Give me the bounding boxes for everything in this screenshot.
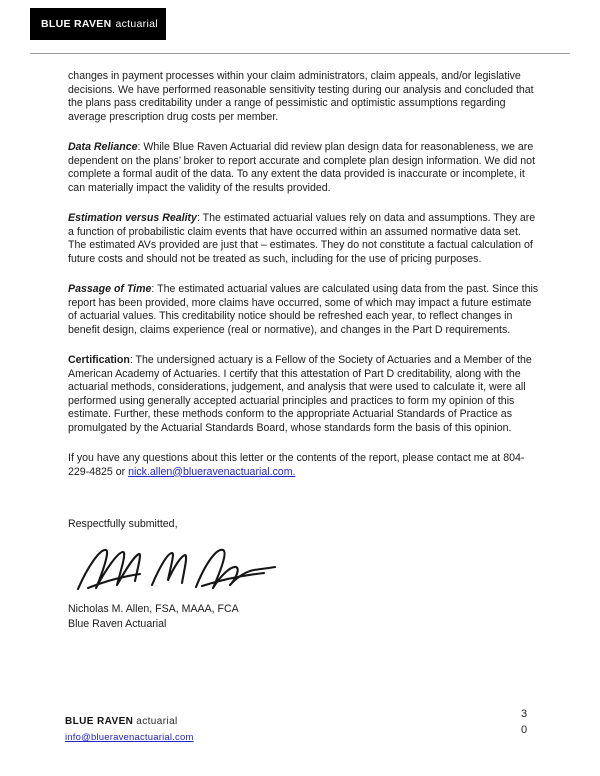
paragraph-passage-of-time [68, 283, 541, 337]
header-divider [30, 53, 570, 54]
closing-salutation: Respectfully submitted, [68, 518, 178, 530]
signatory-block [68, 602, 541, 632]
signatory-company: Blue Raven Actuarial [68, 618, 167, 630]
page-footer [65, 716, 194, 745]
footer-brand-bold: BLUE RAVEN [65, 716, 134, 727]
header-brand-bold: BLUE RAVEN [41, 18, 112, 30]
body-email-link[interactable]: nick.allen@blueravenactuarial.com. [128, 465, 296, 478]
paragraph-text: : The estimated actuarial values are calculated using data from the past. Since this report has been provided, more claims have occurred, some of which may impact a future estimate of actuarial values. This creditability notice should be refreshed each year, to reflect changes in benefit design, claims experience (real or normative), and changes in the Part D requirements. [68, 283, 539, 336]
paragraph-text: : The estimated actuarial values rely on data and assumptions. They are a function of probabilistic claim events that have occurred within an assumed normative data set. The estimated AVs provided are just that – estimates. They do not constitute a factual calculation of future costs and should not be treated as such, including for the use of pricing purposes. [68, 212, 536, 265]
run-in-heading-estimation: Estimation versus Reality [68, 212, 197, 224]
paragraph-continuation [68, 70, 541, 124]
run-in-heading-passage-of-time: Passage of Time [68, 283, 152, 295]
contact-text: If you have any questions about this letter or the contents of the report, please contact me at 804-229-4825 or [68, 452, 525, 478]
header-brand-banner [30, 8, 166, 40]
header-brand-light: actuarial [115, 18, 158, 30]
paragraph-estimation-vs-reality [68, 212, 541, 266]
footer-email-link[interactable]: info@blueravenactuarial.com [65, 732, 194, 743]
paragraph-certification [68, 354, 541, 435]
footer-brand [65, 716, 194, 727]
paragraph-text: : The undersigned actuary is a Fellow of the Society of Actuaries and a Member of the American Academy of Actuaries. I certify that this attestation of Part D creditability, along with the actuarial methods, considerations, judgement, and analysis that were used to calculate it, were all performed using generally accepted actuarial principles and practices to form my opinion of this estimate. Further, these methods conform to the appropriate Actuarial Standards of Practice as promulgated by the Actuarial Standards Board, whose standards form the basis of this opinion. [68, 354, 532, 434]
page-number: 30 [521, 708, 528, 736]
signature-image [74, 542, 541, 601]
run-in-heading-certification: Certification [68, 354, 130, 366]
paragraph-text: : While Blue Raven Actuarial did review plan design data for reasonableness, we are dependent on the plans’ broker to report accurate and complete plan design information. We did not complete a formal audit of the data. To any extent the data provided is inaccurate or incomplete, it can materially impact the validity of the results provided. [68, 141, 536, 194]
signatory-name: Nicholas M. Allen, FSA, MAAA, FCA [68, 603, 239, 615]
paragraph-data-reliance [68, 141, 541, 195]
letter-body [68, 70, 541, 632]
footer-brand-light: actuarial [136, 716, 178, 727]
run-in-heading-data-reliance: Data Reliance [68, 141, 138, 153]
paragraph-contact [68, 452, 541, 479]
paragraph-text: changes in payment processes within your claim administrators, claim appeals, and/or legislative decisions. We have performed reasonable sensitivity testing during our analysis and concluded that the plans pass creditability under a range of pessimistic and optimistic assumptions regarding average prescription drug costs per member. [68, 70, 534, 123]
